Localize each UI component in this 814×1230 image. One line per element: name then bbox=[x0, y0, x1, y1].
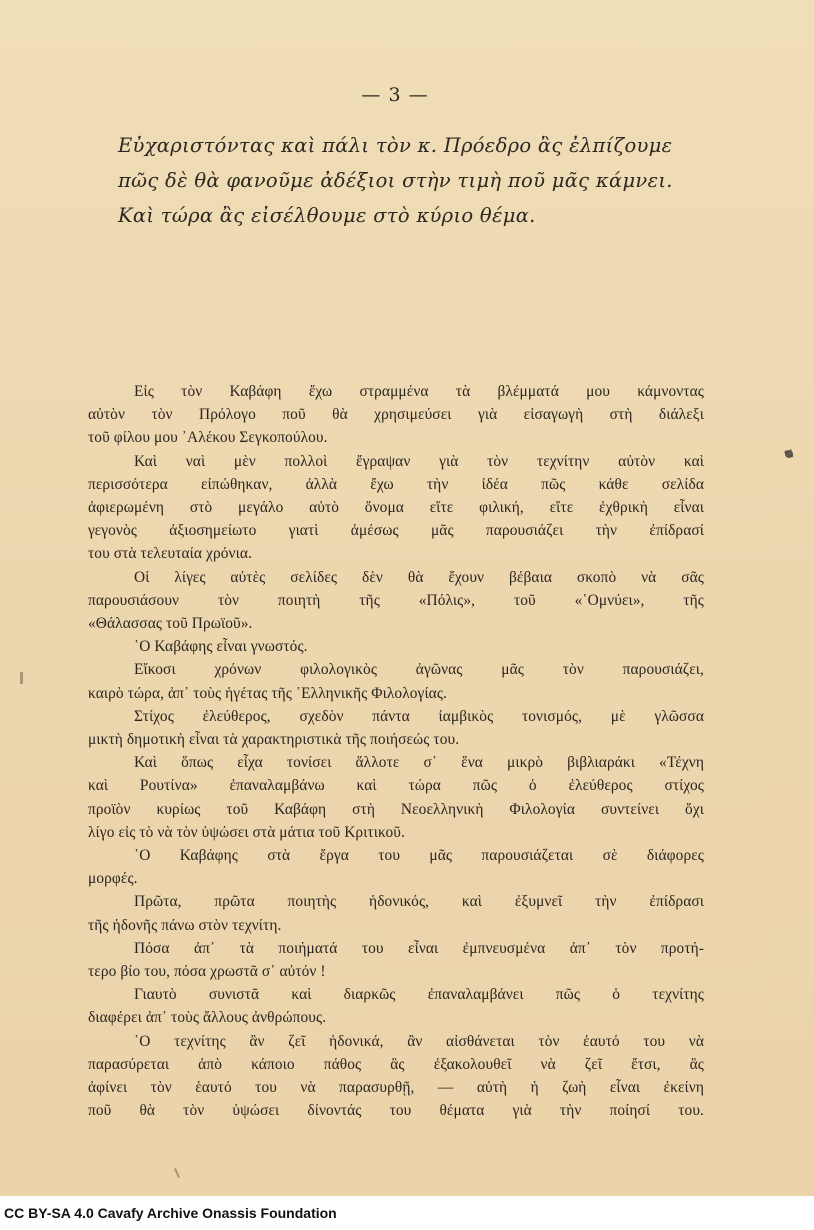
body-line: διαφέρει ἀπ᾿ τοὺς ἄλλους ἀνθρώπους. bbox=[88, 1009, 327, 1027]
intro-line: Καὶ τώρα ἂς εἰσέλθουμε στὸ κύριο θέμα. bbox=[118, 204, 536, 227]
body-line: Πόσα ἀπ᾿ τὰ ποιήματά του εἶναι ἐμπνευσμένα ἀπ᾿ τὸν προτή- bbox=[134, 939, 704, 957]
body-line: Εἰς τὸν Καβάφη ἔχω στραμμένα τὰ βλέμματά μου κάμνοντας bbox=[134, 383, 704, 400]
intro-line: πῶς δὲ θὰ φανοῦμε ἀδέξιοι στὴν τιμὴ ποῦ μᾶς κάμνει. bbox=[118, 169, 673, 192]
body-line: ῾Ο τεχνίτης ἂν ζεῖ ἡδονικά, ἂν αἰσθάνεται τὸν ἑαυτό του νὰ bbox=[134, 1032, 704, 1050]
body-line: παρουσιάσουν τὸν ποιητὴ τῆς «Πόλις», τοῦ «῾Ομνύει», τῆς bbox=[88, 591, 704, 609]
body-line: καιρὸ τώρα, ἀπ᾿ τοὺς ἡγέτας τῆς ῾Ελληνικῆς Φιλολογίας. bbox=[88, 684, 447, 702]
body-line: παρασύρεται ἀπὸ κάποιο πάθος ἂς ἐξακολουθεῖ νὰ ζεῖ ἔτσι, ἂς bbox=[88, 1055, 704, 1073]
paper-speck bbox=[174, 1168, 180, 1178]
intro-paragraph bbox=[118, 128, 708, 233]
body-line: ποῦ θὰ τὸν ὑψώσει δίνοντάς του θέματα γιὰ τὴν ποίησί του. bbox=[88, 1102, 704, 1120]
body-line: ἀφιερωμένη στὸ μεγάλο αὐτὸ ὄνομα εἴτε φιλική, εἴτε ἐχθρικὴ εἶναι bbox=[88, 499, 704, 517]
body-line: ῾Ο Καβάφης εἶναι γνωστός. bbox=[134, 638, 308, 656]
paper-speck bbox=[20, 672, 23, 684]
body-text bbox=[88, 380, 704, 1123]
page-number: — 3 — bbox=[361, 84, 429, 106]
body-line: περισσότερα εἰπώθηκαν, ἀλλὰ ἔχω τὴν ἰδέα πῶς κάθε σελίδα bbox=[88, 475, 704, 493]
body-line: αὐτὸν τὸν Πρόλογο ποῦ θὰ χρησιμεύσει γιὰ εἰσαγωγὴ στὴ διάλεξι bbox=[88, 406, 704, 424]
license-credit: CC BY-SA 4.0 Cavafy Archive Onassis Foundation bbox=[4, 1205, 337, 1221]
body-line: Εἴκοσι χρόνων φιλολογικὸς ἀγῶνας μᾶς τὸν παρουσιάζει, bbox=[134, 661, 704, 679]
body-line: τερο βίο του, πόσα χρωστᾶ σ᾿ αὐτόν ! bbox=[88, 963, 326, 981]
body-line: μικτὴ δημοτικὴ εἶναι τὰ χαρακτηριστικὰ τῆς ποιήσεώς του. bbox=[88, 731, 460, 749]
body-line: λίγο εἰς τὸ νὰ τὸν ὑψώσει στὰ μάτια τοῦ Κριτικοῦ. bbox=[88, 823, 405, 841]
body-line: Γιαυτὸ συνιστᾶ καὶ διαρκῶς ἐπαναλαμβάνει πῶς ὁ τεχνίτης bbox=[134, 986, 704, 1004]
body-line: ἀφίνει τὸν ἑαυτό του νὰ παρασυρθῇ, — αὐτὴ ἡ ζωὴ εἶναι ἐκείνη bbox=[88, 1079, 704, 1097]
body-line: ῾Ο Καβάφης στὰ ἔργα του μᾶς παρουσιάζεται σὲ διάφορες bbox=[134, 847, 704, 865]
license-footer bbox=[0, 1196, 814, 1230]
body-line: Καὶ ναὶ μὲν πολλοὶ ἔγραψαν γιὰ τὸν τεχνίτην αὐτὸν καὶ bbox=[134, 452, 704, 470]
body-line: καὶ Ρουτίνα» ἐπαναλαμβάνω καὶ τώρα πῶς ὁ ἐλεύθερος στίχος bbox=[88, 777, 704, 795]
ink-stain-icon bbox=[781, 446, 797, 462]
body-line: προϊὸν κυρίως τοῦ Καβάφη στὴ Νεοελληνικὴ Φιλολογία συντείνει ὄχι bbox=[88, 800, 704, 818]
body-line: τῆς ἡδονῆς πάνω στὸν τεχνίτη. bbox=[88, 916, 282, 934]
body-line: Στίχος ἐλεύθερος, σχεδὸν πάντα ἰαμβικὸς τονισμός, μὲ γλῶσσα bbox=[134, 707, 704, 725]
body-line: μορφές. bbox=[88, 870, 138, 888]
body-line: τοῦ φίλου μου ᾿Αλέκου Σεγκοπούλου. bbox=[88, 429, 328, 447]
intro-line: Εὐχαριστόντας καὶ πάλι τὸν κ. Πρόεδρο ἂς ἐλπίζουμε bbox=[118, 134, 673, 157]
body-line: Οἱ λίγες αὐτὲς σελίδες δὲν θὰ ἔχουν βέβαια σκοπὸ νὰ σᾶς bbox=[134, 568, 704, 586]
body-line: γεγονὸς ἀξιοσημείωτο γιατὶ ἀμέσως μᾶς παρουσιάζει τὴν ἐπίδρασί bbox=[88, 522, 704, 540]
body-line: του στὰ τελευταία χρόνια. bbox=[88, 545, 252, 563]
body-line: Καὶ ὅπως εἶχα τονίσει ἄλλοτε σ᾿ ἕνα μικρὸ βιβλιαράκι «Τέχνη bbox=[134, 754, 704, 772]
body-line: «Θάλασσας τοῦ Πρωϊοῦ». bbox=[88, 615, 253, 633]
body-line: Πρῶτα, πρῶτα ποιητὴς ἡδονικός, καὶ ἐξυμνεῖ τὴν ἐπίδρασι bbox=[134, 893, 704, 911]
